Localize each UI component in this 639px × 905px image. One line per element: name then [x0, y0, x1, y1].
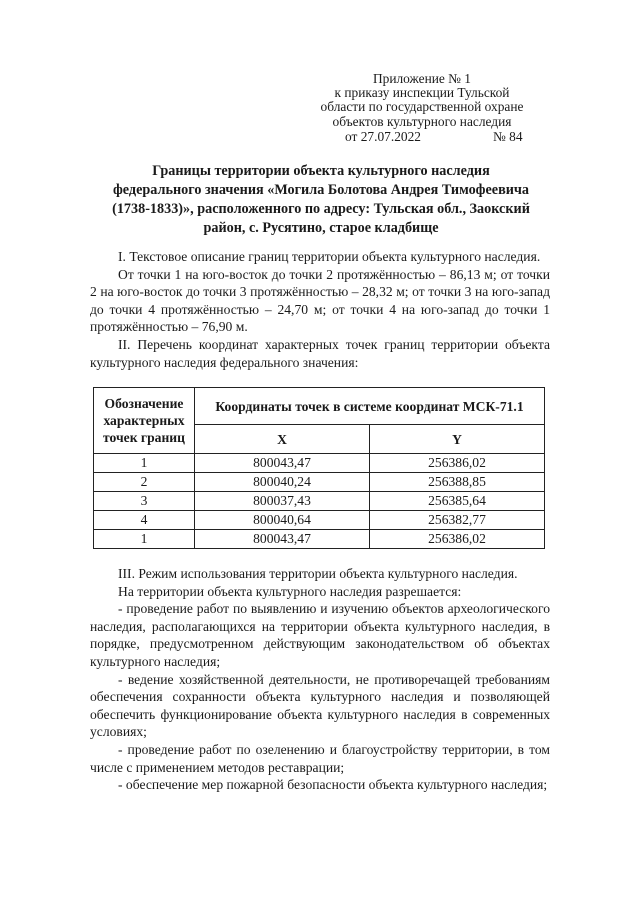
- appendix-line-1: Приложение № 1: [372, 71, 472, 86]
- cell-point: 1: [94, 454, 195, 473]
- section-1-text: От точки 1 на юго-восток до точки 2 протяжённостью – 86,13 м; от точки 2 на юго-восток до точки 3 протяжённостью – 28,32 м; от точки 3 на юго-запад до точки 4 протяжённостью – 24,70 м; от точки 4 на юго-запад до точки 1 протяжённостью – 76,90 м.: [90, 266, 550, 335]
- title-line-2: федерального значения «Могила Болотова Андрея Тимофеевича: [112, 182, 530, 198]
- document-title: [90, 162, 552, 238]
- cell-x: 800040,24: [195, 473, 370, 492]
- cell-point: 4: [94, 511, 195, 530]
- col-x-header: X: [195, 425, 370, 454]
- appendix-line-4: объектов культурного наследия: [332, 113, 512, 129]
- cell-x: 800040,64: [195, 511, 370, 530]
- section-1-heading: I. Текстовое описание границ территории объекта культурного наследия.: [118, 249, 541, 264]
- table-row: [94, 530, 545, 549]
- appendix-header: [300, 72, 544, 129]
- order-date-number: [345, 129, 545, 145]
- col-point-header: Обозначение характерных точек границ: [94, 388, 195, 454]
- cell-x: 800043,47: [195, 530, 370, 549]
- section-3-intro: На территории объекта культурного наследия разрешается:: [118, 583, 462, 599]
- col-y-header: Y: [369, 425, 544, 454]
- section-2-heading: II. Перечень координат характерных точек границ территории объекта культурного наследия федерального значения:: [90, 336, 550, 370]
- cell-y: 256386,02: [369, 530, 544, 549]
- cell-point: 3: [94, 492, 195, 511]
- list-item: - обеспечение мер пожарной безопасности объекта культурного наследия;: [118, 777, 548, 793]
- cell-point: 1: [94, 530, 195, 549]
- table-row: [94, 473, 545, 492]
- table-row: [94, 492, 545, 511]
- table-row: [94, 511, 545, 530]
- list-item: - проведение работ по озеленению и благоустройству территории, в том числе с применением методов реставрации;: [90, 741, 550, 775]
- order-number: № 84: [493, 129, 523, 144]
- cell-y: 256385,64: [369, 492, 544, 511]
- section-3-heading: III. Режим использования территории объекта культурного наследия.: [118, 566, 518, 581]
- cell-y: 256386,02: [369, 454, 544, 473]
- cell-x: 800037,43: [195, 492, 370, 511]
- table-row: [94, 454, 545, 473]
- order-date: от 27.07.2022: [345, 129, 421, 144]
- list-item: - проведение работ по выявлению и изучению объектов археологического наследия, располагающихся на территории объекта культурного наследия, в порядке, предусмотренном действующим законодательством об объектах культурного наследия;: [90, 601, 550, 669]
- title-line-3: (1738-1833)», расположенного по адресу: Тульская обл., Заокский: [112, 201, 530, 217]
- title-line-1: Границы территории объекта культурного наследия: [152, 163, 490, 179]
- coords-system-header: Координаты точек в системе координат МСК-71.1: [195, 388, 545, 425]
- cell-x: 800043,47: [195, 454, 370, 473]
- cell-y: 256382,77: [369, 511, 544, 530]
- appendix-line-2: к приказу инспекции Тульской: [334, 85, 510, 101]
- appendix-line-3: области по государственной охране: [320, 99, 524, 115]
- section-1: [90, 248, 550, 371]
- cell-y: 256388,85: [369, 473, 544, 492]
- coordinates-table: [93, 387, 545, 549]
- list-item: - ведение хозяйственной деятельности, не противоречащей требованиям обеспечения сохранности объекта культурного наследия и позволяющей обеспечить функционирование объекта культурного наследия в современных условиях;: [90, 671, 550, 740]
- cell-point: 2: [94, 473, 195, 492]
- section-3: [90, 565, 550, 794]
- title-line-4: район, с. Русятино, старое кладбище: [203, 220, 439, 236]
